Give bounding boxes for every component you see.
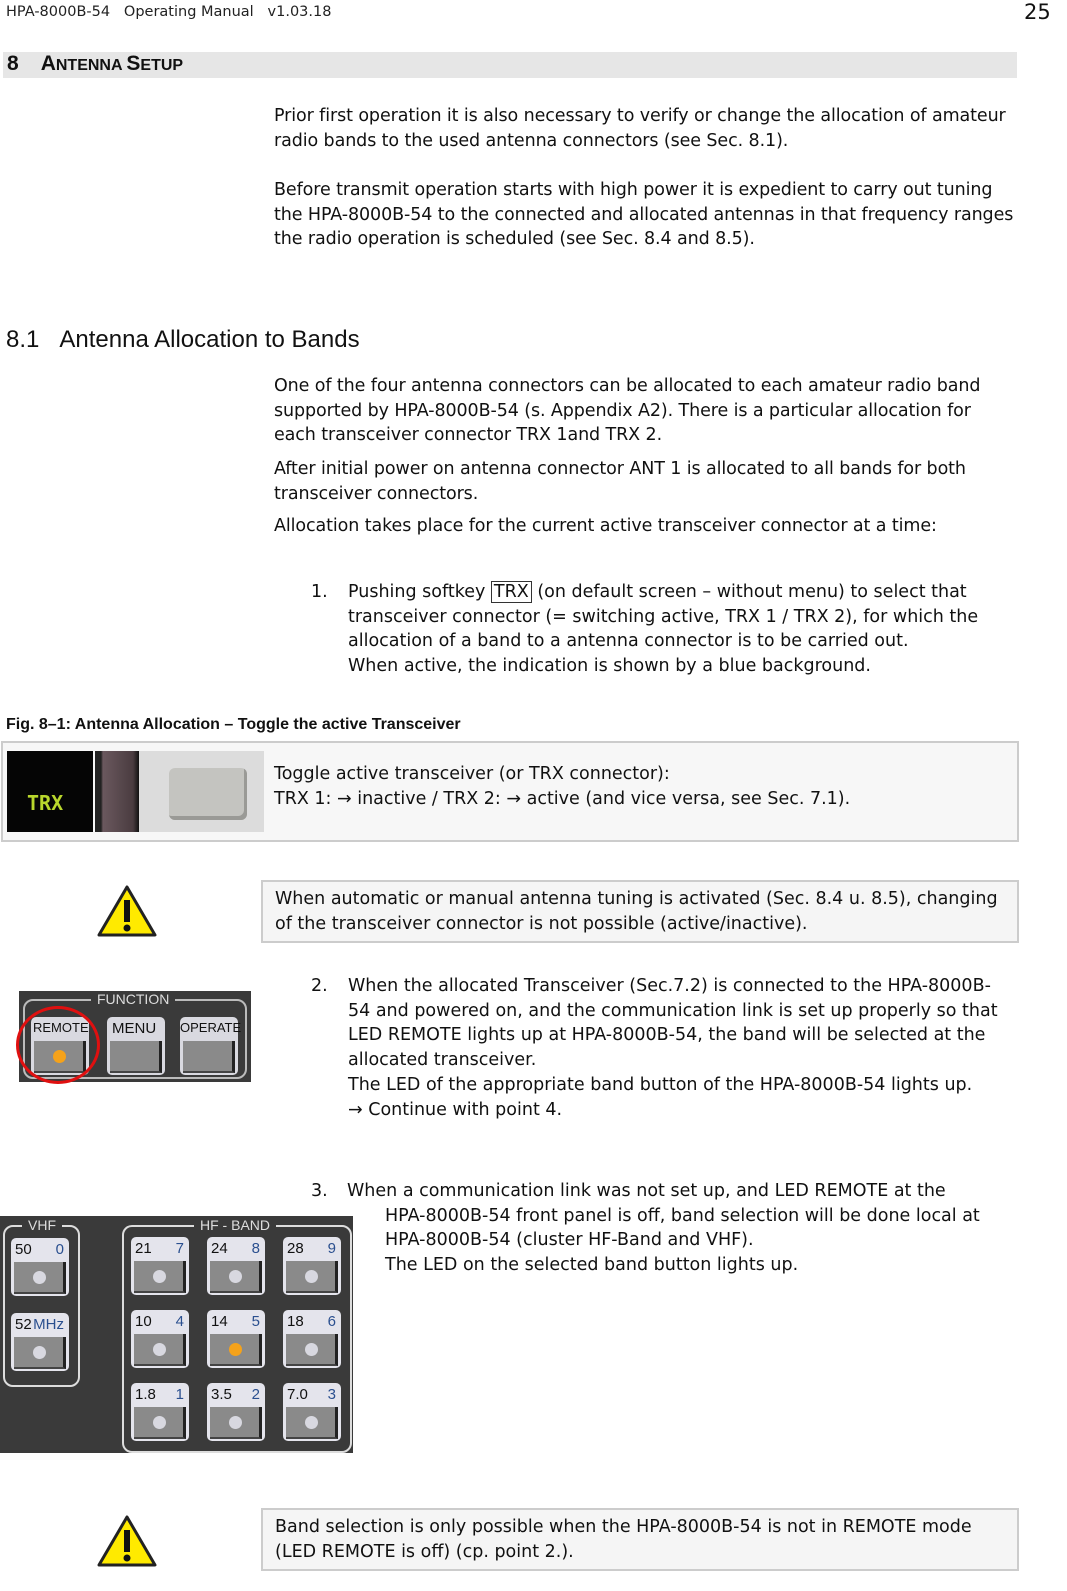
title-part: NTENNA bbox=[55, 57, 127, 74]
list-item-3 bbox=[311, 1179, 1001, 1278]
led-indicator bbox=[305, 1343, 318, 1356]
band-code: 6 bbox=[327, 1313, 336, 1330]
band-label: 1.8 bbox=[135, 1386, 156, 1403]
paragraph: One of the four antenna connectors can be allocated to each amateur radio band supported by HPA-8000B-54 (s. Appendix A2). There is a particular allocation for each transceiver connector TRX 1and TRX 2. bbox=[274, 376, 981, 446]
panel-edge-image bbox=[95, 751, 139, 832]
band-button-10 bbox=[131, 1310, 189, 1368]
paragraph: After initial power on antenna connector ANT 1 is allocated to all bands for both transceiver connectors. bbox=[274, 459, 966, 504]
band-label: 3.5 bbox=[211, 1386, 232, 1403]
running-header: HPA-8000B-54 Operating Manual v1.03.18 bbox=[6, 4, 332, 20]
figure-box bbox=[1, 741, 1019, 842]
band-label: 21 bbox=[135, 1240, 152, 1257]
step-text: (on default screen – without menu) to select that transceiver connector (= switching active, TRX 1 / TRX 2), for which the allocation of a band to a antenna connector is to be carried out. bbox=[348, 582, 979, 652]
band-panel-image bbox=[0, 1216, 353, 1453]
led-indicator bbox=[305, 1416, 318, 1429]
led-indicator bbox=[229, 1270, 242, 1283]
band-code: 3 bbox=[327, 1386, 336, 1403]
band-button-3.5 bbox=[207, 1383, 265, 1441]
band-label: 50 bbox=[15, 1241, 32, 1258]
band-button-21 bbox=[131, 1237, 189, 1295]
page-number: 25 bbox=[1024, 0, 1051, 24]
band-code: 7 bbox=[175, 1240, 184, 1257]
led-indicator bbox=[153, 1270, 166, 1283]
display-text: TRX bbox=[27, 791, 64, 815]
menu-label: MENU bbox=[112, 1020, 157, 1037]
intro-paragraph: Before transmit operation starts with high power it is expedient to carry out tuning the HPA-8000B-54 to the connected and allocated antennas in that frequency ranges the radio operation is scheduled (see Sec. 8.4 and 8.5). bbox=[274, 180, 1014, 250]
figure-text: TRX 1: → inactive / TRX 2: → active (and vice versa, see Sec. 7.1). bbox=[274, 788, 851, 809]
title-part: S bbox=[126, 52, 141, 75]
hf-band-label: HF - BAND bbox=[194, 1217, 276, 1233]
trx-display-image bbox=[7, 751, 93, 832]
subsection-heading bbox=[6, 326, 380, 354]
led-indicator bbox=[33, 1346, 46, 1359]
band-label: 24 bbox=[211, 1240, 228, 1257]
step-text: Pushing softkey bbox=[348, 582, 491, 602]
section-heading bbox=[7, 52, 183, 76]
title-part: A bbox=[40, 52, 56, 75]
vhf-label: VHF bbox=[22, 1217, 62, 1233]
band-label: 14 bbox=[211, 1313, 228, 1330]
band-code: 2 bbox=[251, 1386, 260, 1403]
paragraph: Allocation takes place for the current active transceiver connector at a time: bbox=[274, 516, 937, 536]
band-label: 10 bbox=[135, 1313, 152, 1330]
band-code: 9 bbox=[327, 1240, 336, 1257]
band-button-50 bbox=[11, 1238, 69, 1296]
band-label: 18 bbox=[287, 1313, 304, 1330]
step-text: When active, the indication is shown by a blue background. bbox=[348, 656, 871, 677]
warning-icon bbox=[96, 1514, 158, 1572]
band-code: 5 bbox=[251, 1313, 260, 1330]
band-label: 52 bbox=[15, 1316, 32, 1333]
operate-label: OPERATE bbox=[180, 1020, 242, 1035]
list-item-1 bbox=[311, 580, 991, 679]
led-indicator bbox=[229, 1416, 242, 1429]
led-indicator bbox=[153, 1343, 166, 1356]
intro-paragraph: Prior first operation it is also necessary to verify or change the allocation of amateur radio bands to the used antenna connectors (see Sec. 8.1). bbox=[274, 106, 1006, 151]
band-button-1.8 bbox=[131, 1383, 189, 1441]
led-indicator bbox=[153, 1416, 166, 1429]
figure-text: Toggle active transceiver (or TRX connector): bbox=[274, 764, 670, 784]
band-button-28 bbox=[283, 1237, 341, 1295]
band-code: MHz bbox=[33, 1316, 64, 1333]
band-button-52 bbox=[11, 1313, 69, 1371]
subsection-title: Antenna Allocation to Bands bbox=[59, 326, 360, 353]
title-part: ETUP bbox=[140, 57, 184, 74]
step-text: The LED on the selected band button lights up. bbox=[385, 1255, 799, 1276]
band-label: 7.0 bbox=[287, 1386, 308, 1403]
warning-note: Band selection is only possible when the HPA-8000B-54 is not in REMOTE mode (LED REMOTE is off) (cp. point 2.). bbox=[261, 1508, 1019, 1571]
band-button-14 bbox=[207, 1310, 265, 1368]
section-number: 8 bbox=[7, 52, 19, 75]
subsection-number: 8.1 bbox=[6, 326, 40, 353]
step-text: When the allocated Transceiver (Sec.7.2) is connected to the HPA-8000B-54 and powered on, and the communication link is set up properly so that LED REMOTE lights up at HPA-8000B-54, the band will be selected at the allocated transceiver. bbox=[348, 976, 998, 1071]
led-indicator bbox=[229, 1343, 242, 1356]
band-button-24 bbox=[207, 1237, 265, 1295]
list-item-2 bbox=[311, 974, 1011, 1122]
softkey-trx: TRX bbox=[491, 581, 532, 603]
step-text: The LED of the appropriate band button of the HPA-8000B-54 lights up. bbox=[348, 1074, 973, 1095]
warning-icon bbox=[96, 884, 158, 942]
figure-caption: Fig. 8–1: Antenna Allocation – Toggle the active Transceiver bbox=[6, 716, 461, 733]
band-code: 1 bbox=[175, 1386, 184, 1403]
led-indicator bbox=[33, 1271, 46, 1284]
list-number: 3. bbox=[311, 1181, 328, 1201]
highlight-circle bbox=[16, 1006, 100, 1084]
warning-note: When automatic or manual antenna tuning is activated (Sec. 8.4 u. 8.5), changing of the transceiver connector is not possible (active/inactive). bbox=[261, 880, 1019, 943]
band-code: 4 bbox=[175, 1313, 184, 1330]
step-text: When a communication link was not set up, and LED REMOTE at the bbox=[347, 1181, 946, 1201]
softkey-button-image bbox=[169, 768, 247, 820]
function-label: FUNCTION bbox=[91, 991, 175, 1007]
band-label: 28 bbox=[287, 1240, 304, 1257]
led-indicator bbox=[305, 1270, 318, 1283]
remote-label: REMOTE bbox=[33, 1020, 89, 1035]
step-text: → Continue with point 4. bbox=[348, 1099, 563, 1120]
band-code: 0 bbox=[55, 1241, 64, 1258]
list-number: 2. bbox=[311, 976, 328, 996]
softkey-image bbox=[139, 751, 264, 832]
band-button-7.0 bbox=[283, 1383, 341, 1441]
list-number: 1. bbox=[311, 582, 328, 602]
step-text: HPA-8000B-54 front panel is off, band selection will be done local at HPA-8000B-54 (cluster HF-Band and VHF). bbox=[385, 1205, 980, 1251]
band-code: 8 bbox=[251, 1240, 260, 1257]
band-button-18 bbox=[283, 1310, 341, 1368]
